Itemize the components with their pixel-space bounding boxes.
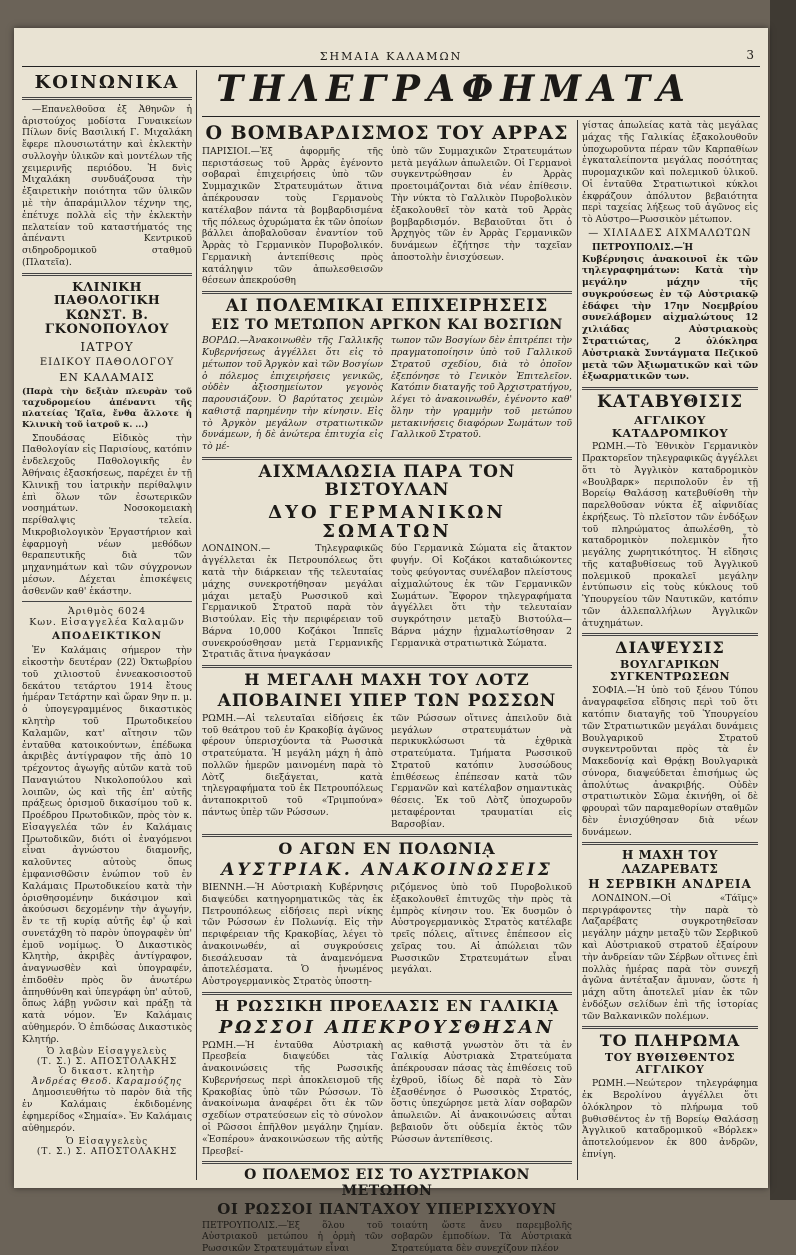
- arras-text-right: ὑπὸ τῶν Συμμαχικῶν Στρατευμάτων μετὰ μεγάλων ἀπωλειῶν. Οἱ Γερμανοὶ συγκεντρώθησαν ἐν Ἀρρὰς προετοιμάζονται διὰ νέαν ἐπίθεσιν. Τὴν νύκτα τὸ Γαλλικὸν Πυροβολικὸν ἐξακολουθεῖ τὸν κατὰ τοῦ Ἀρρὰς βομβαρδισμόν. Βεβαιοῦται ὅτι ὁ Ἀρχηγὸς τῶν ἐν Ἀρρὰς Γερμανικῶν δυνάμεων ἐζήτησε τὴν ταχεῖαν ἀποστολὴν ἐνισχύσεων.: [391, 145, 572, 263]
- center-block: [202, 120, 572, 1255]
- page-number: 3: [746, 48, 754, 62]
- arras-headline: Ο ΒΟΜΒΑΡΔΙΣΜΟΣ ΤΟΥ ΑΡΡΑΣ: [205, 122, 569, 144]
- doctor-city: ΕΝ ΚΑΛΑΜΑΙΣ: [59, 370, 155, 384]
- header-rule: [22, 66, 760, 67]
- divider: [22, 601, 192, 602]
- notice-number: Ἀριθμὸς 6024: [67, 606, 147, 618]
- signature-label: Ὁ λαβὼν Εἰσαγγελεὺς: [46, 1047, 168, 1058]
- captives-text: ΠΕΤΡΟΥΠΟΛΙΣ.—Ἡ Κυβέρνησις ἀνακοινοῖ ἐκ τῶν τηλεγραφημάτων: Κατὰ τὴν μεγάλην μάχην τῆς συγκρούσεως ἐν τῷ Αὐστριακῷ ἐδάφει τὴν 17ην Νοεμβρίου συνελάβομεν αἰχμαλώτους 12 χιλιάδας Αὐστριακοὺς Στρατιώτας, 2 ὁλόκληρα Αὐστριακὰ Συντάγματα Πεζικοῦ μετὰ τῶν Ἀξιωματικῶν καὶ τῶν ἐξωαρματικῶν των.: [582, 241, 758, 383]
- doctor-address: (Παρὰ τὴν δεξιὰν πλευρὰν τοῦ ταχυδρομείου ἀπέναντι τῆς πλατείας Ἰζαῖα, ἔνθα ἄλλοτε ἡ Κλινικὴ τοῦ ἰατροῦ κ. ...): [22, 386, 192, 430]
- galicia-headline: Η ΡΩΣΣΙΚΗ ΠΡΟΕΛΑΣΙΣ ΕΝ ΓΑΛΙΚΙᾼ: [214, 996, 560, 1015]
- denial-text: ΣΟΦΙΑ.—Ἡ ὑπὸ τοῦ ξένου Τύπου ἀναγραφεῖσα εἴδησις περὶ τοῦ ὅτι κατόπιν διαταγῆς τοῦ Ὑπουργείου τῶν Στρατιωτικῶν μεγάλαι δυνάμεις Βουλγαρικοῦ Στρατοῦ συγκεντροῦνται πρὸς τὰ ἐν Μακεδονίᾳ καὶ Θρᾴκῃ Βουλγαρικὰ σύνορα, διαψεύδεται ἐπισήμως ὡς ἀπολύτως ἀνακριβής. Οὐδὲν στρατιωτικὸν Σῶμα ἐκινήθη, οἱ δὲ φρουραὶ τῶν παραμεθορίων σταθμῶν δὲν ἐνισχύθησαν διὰ νέων δυνάμεων.: [582, 685, 758, 838]
- column-rule: [577, 120, 578, 1180]
- social-section-title: ΚΟΙΝΩΝΙΚΑ: [34, 72, 180, 93]
- doctor-role: ΙΑΤΡΟΥ: [80, 339, 134, 354]
- notice-body: Ἐν Καλάμαις σήμερον τὴν εἰκοστὴν δευτέραν (22) Ὀκτωβρίου τοῦ χιλιοστοῦ ἐννεακοσιοστοῦ δεκάτου τετάρτου 1914 ἔτους ἡμέραν Τετάρτην καὶ ὥραν 9ην π. μ. ὁ ὑπογεγραμμένος δικαστικὸς κλητὴρ τοῦ Πρωτοδικείου Καλαμῶν, κατ' αἴτησιν τῶν ἐνταῦθα κατοικούντων, ἐπέδωκα ἀκριβὲς ἀντίγραφον τῆς ἀπὸ 10 τρέχοντος ἀγωγῆς αὐτῶν κατὰ τοῦ Παναγιώτου Νικολοπούλου καὶ λοιπῶν, ὡς καὶ τῆς ἐπ' αὐτῆς πράξεως ὁρισμοῦ δικασίμου τοῦ κ. Προέδρου Πρωτοδικῶν, πρὸς τὸν κ. Εἰσαγγελέα τῶν ἐν Καλάμαις Πρωτοδικῶν, διότι οἱ ἐναγόμενοι εἶναι ἀγνώστου διαμονῆς, καλοῦντες αὐτοὺς ὅπως ἐμφανισθῶσιν ἐνώπιον τοῦ ἐν Καλάμαις Πρωτοδικείου κατὰ τὴν ὁρισθησομένην δικάσιμον καὶ ἀκούσωσι δεχομένην τὴν ἀγωγήν, ἔν τε τῇ κυρίᾳ αὐτῆς ἐφ' ᾧ καὶ συνετάχθη τὸ παρὸν ὑπογραφὲν ὑπ' ἐμοῦ νομίμως. Ὁ Δικαστικὸς Κλητὴρ, ἀκριβὲς ἀντίγραφον, ἀναγνωσθὲν καὶ ὑπογραφέν, ἐπιδοθὲν πρὸς ὃν ἀνωτέρω ἀπηυθύνθη καὶ ὑπεγράφη ὑπ' αὐτοῦ, ὅπως λάβῃ γνῶσιν καὶ πράξῃ τὰ κατὰ νόμον. Ἐν Καλάμαις αὐθημερόν. Ὁ ἐπιδώσας Δικαστικὸς Κλητήρ.: [22, 645, 192, 1045]
- vistula-article: [202, 543, 572, 661]
- poland-article: [202, 882, 572, 988]
- vistula-text-right: δύο Γερμανικὰ Σώματα εἰς ἄτακτον φυγήν. Οἱ Κοζάκοι καταδιώκοντες τοὺς φεύγοντας συνέλαβον πλείστους αἰχμαλώτους ἐκ τῶν Γερμανικῶν Σωμάτων. Ἔφορον τηλεγραφήματα ἀγγέλλει ὅτι τὴν τελευταίαν συγκρότησιν μεταξὺ Βιστούλα—Βάρνα μάχην ᾐχμαλωτίσθησαν 2 Γερμανικὰ στρατιωτικὰ Σώματα.: [391, 543, 572, 649]
- divider: [582, 842, 758, 845]
- sinking-text: ΡΩΜΗ.—Τὸ Ἐθνικὸν Γερμανικὸν Πρακτορεῖον τηλεγραφικῶς ἀγγέλλει ὅτι τὸ Ἀγγλικὸν καταδρομικὸν «Βουλβαρκ» περιπολοῦν ἐν τῇ Βορείῳ Θαλάσσῃ κατεβυθίσθη τὴν παρελθοῦσαν νύκτα ἐξ αἰφνιδίας ἐκρήξεως. Τὸ πλεῖστον τῶν ἐνδόξων τοῦ πληρώματος ἀπωλέσθη, τὸ καταδρομικὸν πολεμικὸν ἦτο μεγάλης χωρητικότητος. Ἡ εἴδησις τῆς καταβυθίσεως τοῦ Ἀγγλικοῦ πολεμικοῦ προκαλεῖ μεγάλην ἐντύπωσιν εἰς τοὺς κύκλους τοῦ Ὑπουργείου τῶν Ναυτικῶν, κατόπιν τῶν ἀλλεπαλλήλων Ἀγγλικῶν ἀτυχημάτων.: [582, 441, 758, 629]
- galicia-article: [202, 1040, 572, 1158]
- poland-subheadline: ΑΥΣΤΡΙΑΚ. ΑΝΑΚΟΙΝΩΣΕΙΣ: [221, 860, 553, 881]
- operations-headline: ΑΙ ΠΟΛΕΜΙΚΑΙ ΕΠΙΧΕΙΡΗΣΕΙΣ: [225, 296, 549, 317]
- page-edge-shadow: [770, 0, 796, 1200]
- divider: [582, 633, 758, 636]
- signature-name: Ἀνδρέας Θεοδ. Καραμούζης: [31, 1077, 183, 1088]
- clinic-title: ΚΛΙΝΙΚΗ ΠΑΘΟΛΟΓΙΚΗ: [53, 278, 161, 308]
- arras-text-left: ΠΑΡΙΣΙΟΙ.—Ἐξ ἀφορμῆς τῆς περιστάσεως τοῦ Ἀρρὰς ἐγένοντο σοβαραὶ ἐπιχειρήσεις ὑπὸ τῶν Συμμαχικῶν Στρατευμάτων ἅτινα ἀπέκρουσαν τοὺς Γερμανοὺς κατέλαβον πάντα τὰ βομβαρδισμένα τῆς πόλεως ὀχυρώματα ἐκ τῶν ὁποίων βάλλει ἀποβαλοῦσαν ἐναντίον τοῦ Ἀρρὰς τὸ Γερμανικὸν Πυροβολικόν. Γερμανικὴ ἀντεπίθεσις πρὸς κατάληψιν τῶν ἀπωλεσθεισῶν θέσεων ἀπεκρούσθη: [202, 145, 383, 287]
- austrian-front-headline: Ο ΠΟΛΕΜΟΣ ΕΙΣ ΤΟ ΑΥΣΤΡΙΑΚΟΝ ΜΕΤΩΠΟΝ: [244, 1167, 530, 1199]
- lazarevac-text: ΛΟΝΔΙΝΟΝ.—Οἱ «Τάϊμς» περιγράφοντες τὴν παρὰ τὸ Λαζαρέβατς συγκροτηθεῖσαν μεγάλην μάχην μεταξὺ τῶν Σερβικοῦ καὶ Αὐστριακοῦ στρατοῦ ἐξαίρουν τὴν ἀνδρείαν τῶν Σέρβων οἵτινες ἐπὶ πολλὰς ἡμέρας παρὰ τὸν συνεχῆ ἀγῶνα ἀντέταξαν ἄμυναν, ὥστε ἡ μάχη αὕτη ἀποτελεῖ μίαν ἐκ τῶν ἐνδόξων σελίδων ἐπὶ τῆς ἱστορίας τῶν Βαλκανικῶν πολέμων.: [582, 892, 758, 1022]
- divider: [202, 992, 572, 995]
- lazarevac-headline: Η ΜΑΧΗ ΤΟΥ ΛΑΖΑΡΕΒΑΤΣ: [621, 848, 719, 876]
- crew-subheadline: ΤΟΥ ΒΥΘΙΣΘΕΝΤΟΣ ΑΓΓΛΙΚΟΥ: [604, 1051, 736, 1077]
- divider: [582, 1026, 758, 1029]
- masthead-rule: [202, 116, 760, 117]
- poland-text-left: ΒΙΕΝΝΗ.—Ἡ Αὐστριακὴ Κυβέρνησις διαψεύδει κατηγορηματικῶς τὰς ἐκ Πετρουπόλεως εἰδήσεις περὶ νίκης τῶν Ρώσσων ἐν Πολωνίᾳ. Εἰς τὴν περιφέρειαν τῆς Κρακοβίας, λέγει τὸ ἀνακοινωθέν, αἱ συγκρούσεις διεσάλευσαν τὰ ἀναμενόμενα ἀποτελέσματα. Ὁ ἡνωμένος Αὐστρογερμανικὸς Στρατὸς ὑποστη-: [202, 882, 383, 988]
- divider: [202, 457, 572, 460]
- doctor-specialty: ΕΙΔΙΚΟΥ ΠΑΘΟΛΟΓΟΥ: [39, 356, 175, 368]
- notice-title: ΑΠΟΔΕΙΚΤΙΚΟΝ: [52, 630, 162, 643]
- notice-from: Κων. Εἰσαγγελέα Καλαμῶν: [29, 617, 185, 629]
- lodz-article: [202, 713, 572, 831]
- divider: [582, 387, 758, 390]
- denial-subheadline: ΒΟΥΛΓΑΡΙΚΩΝ ΣΥΓΚΕΝΤΡΩΣΕΩΝ: [609, 658, 731, 684]
- galicia-subheadline: ΡΩΣΣΟΙ ΑΠΕΚΡΟΥΣΘΗΣΑΝ: [218, 1016, 556, 1038]
- signature-name: (Τ. Σ.) Σ. ΑΠΟΣΤΟΛΑΚΗΣ: [36, 1057, 178, 1068]
- signature-name: (Τ. Σ.) Σ. ΑΠΟΣΤΟΛΑΚΗΣ: [36, 1146, 178, 1157]
- austrian-front-subheadline: ΟΙ ΡΩΣΣΟΙ ΠΑΝΤΑΧΟΥ ΥΠΕΡΙΣΧΥΟΥΝ: [217, 1200, 557, 1219]
- operations-article: [202, 335, 572, 453]
- crew-text: ΡΩΜΗ.—Νεώτερον τηλεγράφημα ἐκ Βερολίνου ἀγγέλλει ὅτι ὁλόκληρον τὸ πλήρωμα τοῦ βυθισθέντος ἐν τῇ Βορείῳ Θαλάσσῃ Ἀγγλικοῦ καταδρομικοῦ «Βόρλεκ» ἀποτελούμενον ἐκ 800 ἀνδρῶν, ἐπνίγη.: [582, 1078, 758, 1160]
- signature-label: Ὁ Εἰσαγγελεὺς: [65, 1136, 149, 1147]
- austrian-front-text-left: ΠΕΤΡΟΥΠΟΛΙΣ.—Ἐξ ὅλου τοῦ Αὐστριακοῦ μετώπου ἡ ὁρμὴ τῶν Ρωσσικῶν Στρατευμάτων εἶναι: [202, 1219, 383, 1255]
- lodz-subheadline: ΑΠΟΒΑΙΝΕΙ ΥΠΕΡ ΤΩΝ ΡΩΣΣΩΝ: [217, 690, 557, 711]
- left-column: [22, 70, 192, 1180]
- doctor-description: Σπουδάσας Εἰδικὸς τὴν Παθολογίαν εἰς Παρισίους, κατόπιν ἐνδελεχοῦς Παθολογικῆς ἐν Ἀθήναις ἐξασκήσεως, παρέχει ἐν τῇ Κλινικῇ του ἰατρικὴν περίθαλψιν ἐπὶ ὅλων τῶν ἐσωτερικῶν νοσημάτων. Νοσοκομειακὴ περίθαλψις τελεία. Μικροβιολογικὸν Ἐργαστήριον καὶ ἐφαρμογὴ νέων μεθόδων θεραπευτικῆς διὰ τῶν μηχανημάτων καὶ τῶν σύγχρονων μέσων. Δέχεται ἐπισκέψεις ἀσθενῶν καθ' ἑκάστην.: [22, 432, 192, 597]
- divider: [202, 834, 572, 837]
- galicia-text-left: ΡΩΜΗ.—Ἡ ἐνταῦθα Αὐστριακὴ Πρεσβεία διαψεύδει τὰς ἀνακοινώσεις τῆς Ρωσσικῆς Κυβερνήσεως περὶ ἀποκλεισμοῦ τῆς Κρακοβίας ὑπὸ τῶν Ρώσσων. Τὸ ἀνακοίνωμα ἀναφέρει ὅτι ἐκ τῶν σχεδίων στρατεύσεων εἰς τὸ σύνολον οἱ Ρῶσσοι ἐπῆλθον μεγάλην ζημίαν. «Ἑσπέρου» ἀνακοινώσεων τῆς αὐτῆς Πρεσβεί-: [202, 1039, 383, 1157]
- social-note: —Επανελθοῦσα ἐξ Ἀθηνῶν ἡ ἀριστούχος μοδίστα Γυναικείων Πίλων δνίς Βασιλική Γ. Μιχαλάκη ἔφερε πλουσιωτάτην καὶ ἐκλεκτὴν συλλογὴν ὑλικῶν καὶ μοντέλων τῆς χειμερινῆς περιόδου. Ἡ δνὶς Μιχαλάκη συνδυάζουσα τὴν ἐξαιρετικὴν ποιότητα τῶν ὑλικῶν μὲ τὴν ἀπαράμιλλον τέχνην της, ἐπέτυχε πολλὰ εἰς τὴν ἐκλεκτὴν πελατείαν τοῦ καταστήματός της ἀπέναντι Κεντρικοῦ σιδηροδρομικοῦ σταθμοῦ (Πλατεῖα).: [22, 103, 192, 268]
- captives-headline: — ΧΙΛΙΑΔΕΣ ΑΙΧΜΑΛΩΤΩΝ: [588, 227, 752, 239]
- right-column: [582, 120, 758, 1180]
- divider: [202, 291, 572, 294]
- austrian-front-text-right: τοιαύτη ὥστε ἄνευ παρεμβολῆς σοβαρῶν ἐμποδίων. Τὰ Αὐστριακὰ Στρατεύματα δὲν συνεχίζουν πλέον: [391, 1219, 572, 1255]
- running-title: ΣΗΜΑΙΑ ΚΑΛΑΜΩΝ: [319, 50, 463, 63]
- austrian-front-article: [202, 1220, 572, 1255]
- vistula-subheadline: ΔΥΟ ΓΕΡΜΑΝΙΚΩΝ ΣΩΜΑΤΩΝ: [268, 501, 506, 542]
- denial-headline: ΔΙΑΨΕΥΣΙΣ: [615, 638, 725, 658]
- operations-subheadline: ΕΙΣ ΤΟ ΜΕΤΩΠΟΝ ΑΡΓΚΟΝ ΚΑΙ ΒΟΣΓΙΩΝ: [211, 316, 563, 333]
- poland-text-right: ριζόμενος ὑπὸ τοῦ Πυροβολικοῦ ἐξακολουθεῖ ἐπιτυχῶς τὴν πρὸς τὰ ἐμπρὸς κίνησιν του. Ἐκ δυσμῶν ὁ Αὐστρογερμανικὸς Στρατὸς κατέλαβε τρεῖς πόλεις, αἵτινες ἐπέπεσον εἰς χεῖρας του. Αἱ ἀπώλειαι τῶν Ρωσσικῶν Στρατευμάτων εἶναι μεγάλαι.: [391, 882, 572, 976]
- sinking-headline: ΚΑΤΑΒΥΘΙΣΙΣ: [596, 392, 744, 413]
- signature-label: Ὁ δικαστ. κλητὴρ: [58, 1067, 156, 1078]
- newspaper-page: [14, 28, 768, 1255]
- divider: [202, 665, 572, 668]
- operations-text-left: ΒΟΡΔΩ.—Ἀνακοινωθὲν τῆς Γαλλικῆς Κυβερνήσεως ἀγγέλλει ὅτι εἰς τὸ μέτωπον τοῦ Ἀργκὸν καὶ τῶν Βοσγίων ὁ πόλεμος ἐπιχειρήσεις γενικῶς, οὐδὲν ἀξιοσημείωτον γεγονὸς παρουσιάζουν. Ὁ βαρύτατος χειμὼν καθιστᾷ παρημένην τὴν κίνησιν. Εἰς τὸ Ἀργκὸν μεγάλων στρατιωτικῶν δυνάμεων, ἡ δὲ ἀνώτερα ἐπιτυχία εἰς τὸ μέ-: [202, 335, 383, 453]
- column-rule: [196, 70, 197, 1180]
- crew-headline: ΤΟ ΠΛΗΡΩΜΑ: [599, 1031, 741, 1051]
- galicia-text-right: ας καθιστᾷ γνωστὸν ὅτι τὰ ἐν Γαλικίᾳ Αὐστριακὰ Στρατεύματα ἀπέκρουσαν πάσας τὰς ἐπιθέσεις τοῦ ἐχθροῦ, ἰδίως δὲ παρὰ τὸ Σὰν ἐξασθένησε ὁ Ρωσσικὸς Στρατός, ὅστις ὑπεχώρησε μετὰ λίαν σοβαρῶν ἀπωλειῶν. Αἱ ἀνακοινώσεις αὗται βεβαιοῦν ὅτι οὐδεμία ἐκτὸς τῶν Ρώσσων ἀντεπίθεσις.: [391, 1039, 572, 1145]
- doctor-name: ΚΩΝΣΤ. Β. ΓΚΟΝΟΠΟΥΛΟΥ: [44, 308, 170, 338]
- vistula-headline: ΑΙΧΜΑΛΩΣΙΑ ΠΑΡΑ ΤΟΝ ΒΙΣΤΟΥΛΑΝ: [258, 462, 516, 500]
- telegrams-masthead: ΤΗΛΕΓΡΑΦΗΜΑΤΑ: [216, 68, 692, 110]
- russian-advance-continued: γίστας ἀπωλείας κατὰ τὰς μεγάλας μάχας τῆς Γαλικίας ἐξακολουθοῦν ὑποχωροῦντα πέραν τῶν Καρπαθίων ἐγκαταλείποντα μεγάλας ποσότητας πυρομαχικῶν καὶ πολεμικοῦ ὑλικοῦ. Οἱ ἐνταῦθα Στρατιωτικοὶ κύκλοι ἐκφράζουν ἀπόλυτον βεβαιότητα περὶ ταχείας λήξεως τοῦ ἀγῶνος εἰς τὸ Αὐστρο—Ρωσσικὸν μέτωπον.: [582, 120, 758, 226]
- notice-closing: Δημοσιευθήτω τὸ παρὸν διὰ τῆς ἐν Καλάμαις ἐκδιδομένης ἐφημερίδος «Σημαία». Ἐν Καλάμαις αὐθημερόν.: [22, 1087, 192, 1134]
- poland-headline: Ο ΑΓΩΝ ΕΝ ΠΟΛΩΝΙᾼ: [278, 839, 496, 859]
- sinking-subheadline: ΑΓΓΛΙΚΟΥ ΚΑΤΑΔΡΟΜΙΚΟΥ: [611, 412, 729, 440]
- lodz-headline: Η ΜΕΓΑΛΗ ΜΑΧΗ ΤΟΥ ΛΟΤΖ: [244, 670, 530, 690]
- lazarevac-subheadline: Η ΣΕΡΒΙΚΗ ΑΝΔΡΕΙΑ: [588, 876, 752, 891]
- operations-text-right: τωπον τῶν Βοσγίων δὲν ἐπιτρέπει τὴν πραγματοποίησιν ὑπὸ τοῦ Γαλλικοῦ Στρατοῦ σχεδίου, διὰ τὸ ὁποῖον ἐξεπόνησε τὸ Γενικὸν Ἐπιτελεῖον. Κατόπιν διαταγῆς τοῦ Ἀρχιστρατήγου, λέγει τὸ ἀνακοινωθέν, ἐγένοντο καθ' ὅλην τὴν γραμμὴν τοῦ μετώπου μετακινήσεις διαφόρων Σωμάτων τοῦ Γαλλικοῦ Στρατοῦ.: [391, 335, 572, 441]
- arras-article: [202, 146, 572, 287]
- vistula-text-left: ΛΟΝΔΙΝΟΝ.— Τηλεγραφικῶς ἀγγέλλεται ἐκ Πετρουπόλεως ὅτι κατὰ τὴν διάρκειαν τῆς τελευταίας μάχης συνεκροτήθησαν μεγάλαι μάχαι μεταξὺ Ρωσσικοῦ καὶ Γερμανικοῦ Στρατοῦ παρὰ τὸν Βιστούλαν. Εἰς τὴν περιφέρειαν τοῦ Βάρνα 10,000 Κοζάκοι Ἱππεῖς συνεκρούσθησαν μετὰ Γερμανικῆς Στρατιᾶς ἅτινα ἠναγκάσαν: [202, 543, 383, 661]
- divider: [22, 273, 192, 276]
- divider: [22, 97, 192, 100]
- lodz-text-left: ΡΩΜΗ.—Αἱ τελευταῖαι εἰδήσεις ἐκ τοῦ θεάτρου τοῦ ἐν Κρακοβίᾳ ἀγῶνος φέρουν ὑπερισχύοντα τὰ Ρωσσικὰ στρατεύματα. Ἡ μεγάλη μάχη ἡ ἀπὸ πολλῶν ἡμερῶν μαινομένη παρὰ τὸ Λὸτζ διεξάγεται, κατὰ τηλεγραφήματα τοῦ ἐκ Πετρουπόλεως ἀνταποκριτοῦ τοῦ «Τριμπούνα» πάντως ὑπὲρ τῶν Ρώσσων.: [202, 712, 383, 818]
- divider: [202, 1161, 572, 1164]
- lodz-text-right: τῶν Ρώσσων οἵτινες ἀπειλοῦν διὰ μεγάλων στρατευμάτων νὰ περικυκλώσωσι τὰ ἐχθρικὰ στρατεύματα. Τμήματα Ρωσσικοῦ Στρατοῦ κατόπιν λυσσώδους ἐπιθέσεως ἐπέπεσαν κατὰ τῶν Γερμανῶν καὶ κατέλαβον σημαντικὰς θέσεις. Ἐκ τοῦ Λὸτζ ὑποχωροῦν μεταφέρονται τραυματίαι εἰς Βαρσοβίαν.: [391, 712, 572, 830]
